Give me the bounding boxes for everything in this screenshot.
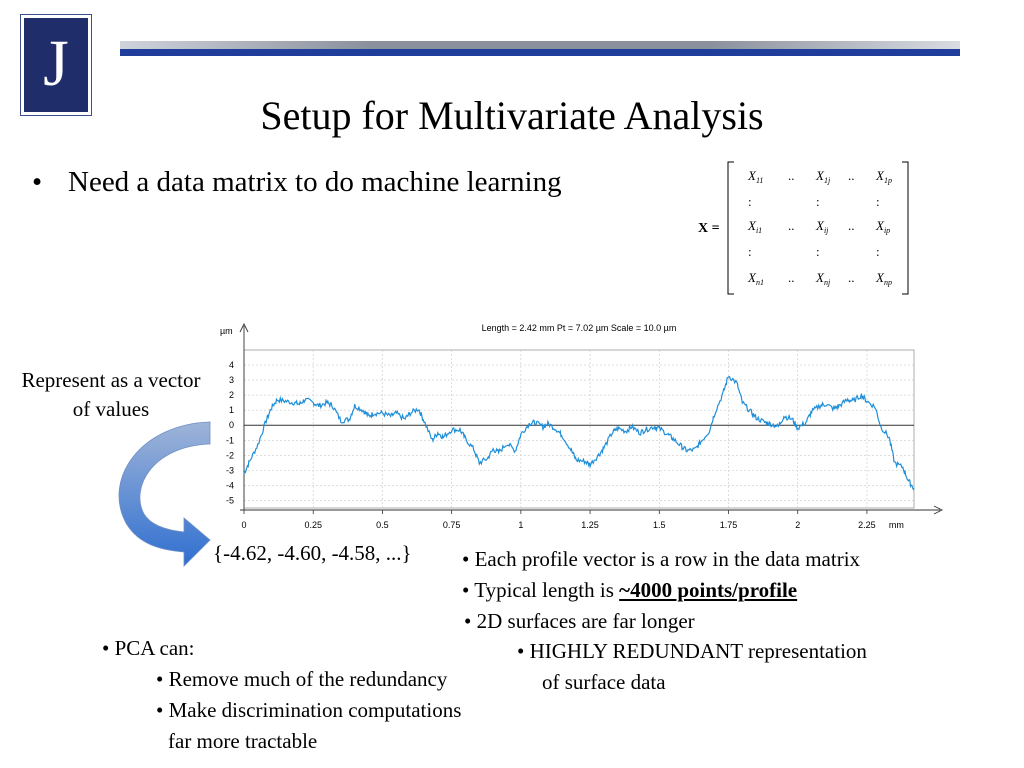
y-tick-label: -1: [225, 435, 234, 446]
matrix-left-bracket: [728, 162, 734, 294]
y-tick-label: -4: [225, 480, 234, 491]
header-bar: [120, 41, 960, 57]
chart-title: Length = 2.42 mm Pt = 7.02 µm Scale = 10.0 µm: [481, 323, 677, 333]
matrix-cell: $X_{11}$: [748, 168, 764, 185]
matrix-cell: $X_{n1}$: [748, 270, 764, 287]
x-tick-label: 1.25: [581, 520, 599, 530]
matrix-cell: ..: [788, 168, 795, 183]
matrix-cell: ..: [848, 168, 855, 183]
right-bullet-2: [462, 575, 797, 605]
right-bullet-1: • Each profile vector is a row in the data matrix: [462, 547, 861, 571]
represent-label: Represent as a vector of values: [21, 368, 201, 421]
matrix-cell: :: [748, 244, 752, 259]
x-tick-label: 0: [241, 520, 247, 530]
vector-values: {-4.62, -4.60, -4.58, ...}: [213, 541, 412, 565]
left-bullet-1: • PCA can:: [102, 636, 195, 660]
bullet-dot: •: [32, 166, 43, 198]
matrix-cell: :: [748, 194, 752, 209]
right-bullet-3: • 2D surfaces are far longer: [464, 609, 695, 633]
matrix-right-bracket: [902, 162, 908, 294]
matrix-cell: ..: [788, 218, 795, 233]
matrix-cell: :: [816, 194, 820, 209]
y-tick-label: 4: [228, 360, 234, 371]
right-bullet-4: • HIGHLY REDUNDANT representation: [517, 639, 867, 663]
right-bullet-2-emphasis: ~4000 points/profile: [619, 578, 798, 602]
y-tick-label: -5: [225, 495, 234, 506]
x-tick-label: 2: [795, 520, 801, 530]
x-tick-label: 1: [518, 520, 524, 530]
left-bullet-3-cont: far more tractable: [168, 729, 318, 753]
x-tick-label: 0.5: [376, 520, 389, 530]
matrix-cell: $X_{1p}$: [876, 168, 892, 185]
left-bullet-2: • Remove much of the redundancy: [156, 667, 448, 691]
curved-arrow-icon: [112, 418, 212, 578]
matrix-cell: :: [876, 194, 880, 209]
y-tick-label: -2: [225, 450, 234, 461]
matrix-cell: ..: [848, 218, 855, 233]
x-tick-label: 1.5: [653, 520, 666, 530]
logo-letter: J: [43, 27, 69, 100]
main-bullet-text: Need a data matrix to do machine learning: [68, 166, 562, 198]
y-tick-label: 2: [228, 390, 234, 401]
matrix-cell: ..: [848, 270, 855, 285]
y-tick-label: 3: [228, 375, 234, 386]
left-bullet-3: • Make discrimination computations: [156, 698, 462, 722]
plot-area: [244, 350, 914, 508]
matrix-lhs: X =: [698, 221, 720, 236]
x-tick-label: 0.25: [304, 520, 322, 530]
y-tick-label: 0: [228, 420, 234, 431]
matrix-cell: ..: [788, 270, 795, 285]
x-axis-label: mm: [888, 520, 904, 530]
x-tick-label: 2.25: [858, 520, 876, 530]
profile-chart: [210, 318, 950, 540]
matrix-cell: :: [876, 244, 880, 259]
right-bullet-4-cont: of surface data: [542, 670, 666, 694]
main-bullet: [32, 166, 562, 199]
matrix-cell: :: [816, 244, 820, 259]
y-tick-label: 1: [228, 405, 234, 416]
data-matrix: [690, 158, 920, 298]
matrix-cell: $X_{1j}$: [816, 168, 831, 185]
y-tick-label: -3: [225, 465, 234, 476]
slide-title: Setup for Multivariate Analysis: [260, 93, 764, 138]
y-axis-label: µm: [220, 326, 233, 336]
matrix-cell: $X_{np}$: [876, 270, 892, 287]
matrix-cell: $X_{nj}$: [816, 270, 831, 287]
matrix-cell: $X_{ip}$: [876, 218, 891, 235]
x-tick-label: 0.75: [442, 520, 461, 530]
matrix-cell: $X_{i1}$: [748, 218, 763, 235]
x-tick-label: 1.75: [719, 520, 738, 530]
matrix-cell: $X_{ij}$: [816, 218, 829, 235]
right-bullet-2-text: • Typical length is: [462, 578, 620, 602]
